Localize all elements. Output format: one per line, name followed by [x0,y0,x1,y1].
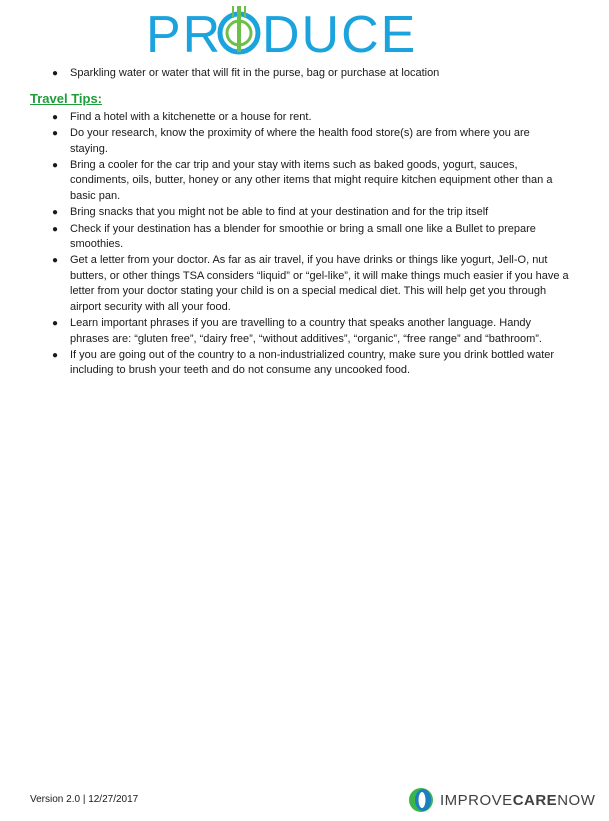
intro-list [30,66,570,81]
bullet-icon: ● [52,111,59,123]
list-item [30,348,570,379]
list-item [30,66,570,81]
list-item-text: Sparkling water or water that will fit in the purse, bag or purchase at location [70,67,440,79]
improvecarenow-logo [408,787,595,813]
bullet-icon: ● [52,255,59,267]
version-label: Version 2.0 | 12/27/2017 [30,794,139,805]
brand-name-part: IMPROVE [440,791,513,809]
list-item [30,253,570,315]
brand-name-part: NOW [557,791,596,809]
travel-tips-list [30,110,570,379]
bullet-icon: ● [52,349,59,361]
list-item-text: Find a hotel with a kitchenette or a house for rent. [70,110,312,123]
brand-name [440,792,595,809]
list-item [30,316,570,347]
list-item [30,222,570,253]
fork-plate-icon [220,6,258,52]
list-item-text: Get a letter from your doctor. As far as air travel, if you have drinks or things like yogurt, Jell-O, nut butters, or other things TSA considers “liquid” or “gel-like”, it will make things much easier if you have a letter from your doctor stating your child is on a special medical diet. This will help get you through airport security with all your food. [70,254,569,313]
bullet-icon: ● [52,207,59,219]
logo-text-prefix: PR [146,6,223,64]
produce-logo-header [0,0,609,66]
bullet-icon: ● [52,128,59,140]
bullet-icon: ● [52,160,59,172]
list-item-text: Learn important phrases if you are travelling to a country that speaks another language. Handy phrases are: “gluten free”, “dairy free”, “without additives”, “organic”, “free range” and “bathroom”. [70,317,542,345]
list-item-text: Do your research, know the proximity of where the health food store(s) are from where you are staying. [70,127,530,155]
travel-tips-heading: Travel Tips: [30,91,103,107]
list-item-text: Bring a cooler for the car trip and your stay with items such as baked goods, yogurt, sauces, condiments, oils, butter, honey or any other items that might require kitchen equipment other than a basic pan. [70,159,553,202]
produce-logo [0,0,609,66]
list-item [30,205,570,220]
list-item-text: Bring snacks that you might not be able to find at your destination and for the trip itself [70,206,489,219]
bullet-icon: ● [52,223,59,235]
bullet-icon: ● [52,68,59,79]
list-item-text: If you are going out of the country to a non-industrialized country, make sure you drink bottled water including to brush your teeth and do not consume any uncooked food. [70,348,555,377]
list-item [30,110,570,125]
logo-text-suffix: DUCE [262,6,418,64]
brand-name-strong: CARE [512,791,558,809]
improvecarenow-mark-icon [408,787,434,813]
bullet-icon: ● [52,318,59,330]
list-item [30,158,570,204]
list-item [30,126,570,157]
list-item-text: Check if your destination has a blender for smoothie or bring a small one like a Bullet to prepare smoothies. [70,222,536,251]
document-body [30,66,570,380]
